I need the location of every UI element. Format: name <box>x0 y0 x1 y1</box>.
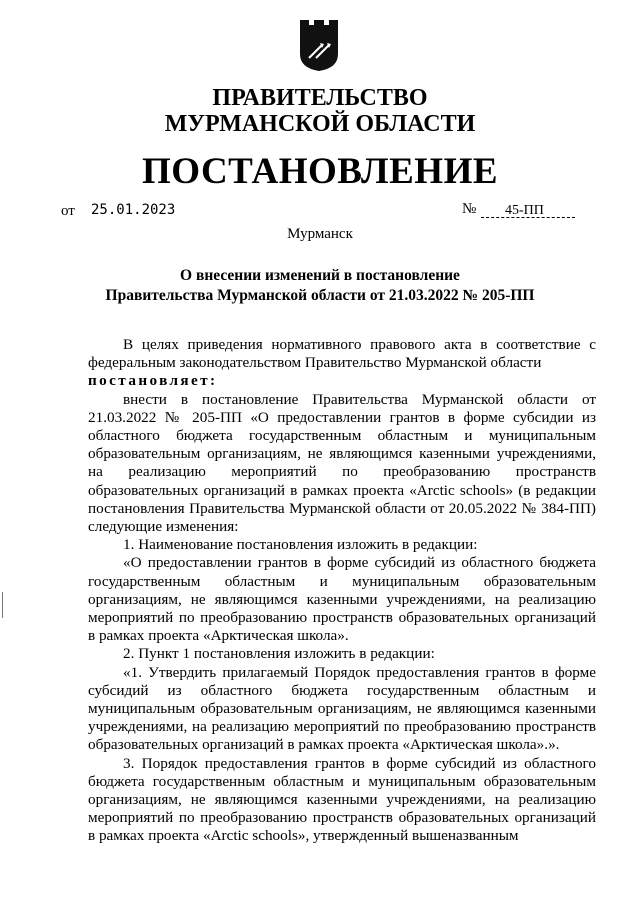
date-label: от <box>61 203 75 219</box>
body-intro: В целях приведения нормативного правового акта в соответствие с федеральным законодательством Правительство Мурманской области <box>88 336 596 372</box>
government-title <box>0 85 640 137</box>
document-type: ПОСТАНОВЛЕНИЕ <box>141 151 499 192</box>
government-title-line1: ПРАВИТЕЛЬСТВО <box>212 85 428 111</box>
document-body <box>88 336 596 846</box>
body-paragraph-5: «1. Утвердить прилагаемый Порядок предоставления грантов в форме субсидий из областного бюджета государственным областным и муниципальным образовательным организациям, не являющимся казенными учреждениями, на реализацию мероприятий по преобразованию пространств образовательных организаций в рамках проекта «Арктическая школа».». <box>88 663 596 754</box>
city: Мурманск <box>287 226 353 242</box>
body-paragraph-6: 3. Порядок предоставления грантов в форме субсидий из областного бюджета государственным областным и муниципальным образовательным организациям, не являющимся казенными учреждениями, на реализацию мероприятий по преобразованию пространств образовательных организаций в рамках проекта «Arctic schools», утвержденный вышеназванным <box>88 754 596 845</box>
document-number: 45-ПП <box>505 203 544 218</box>
document-date: 25.01.2023 <box>91 202 176 218</box>
document-subject <box>0 266 640 306</box>
body-paragraph-3: «О предоставлении грантов в форме субсидий из областного бюджета государственным областным и муниципальным образовательным организациям, не являющимся казенными учреждениями, на реализацию мероприятий по преобразованию пространств образовательных организаций в рамках проекта «Арктическая школа». <box>88 554 596 645</box>
number-label: № <box>462 201 477 217</box>
coat-of-arms-icon <box>296 14 342 72</box>
margin-mark <box>2 592 3 618</box>
subject-line2: Правительства Мурманской области от 21.03.2022 № 205-ПП <box>105 287 535 304</box>
subject-line1: О внесении изменений в постановление <box>180 267 460 284</box>
resolves-word: постановляет: <box>88 372 218 390</box>
body-paragraph-2: 1. Наименование постановления изложить в редакции: <box>123 536 478 554</box>
government-title-line2: МУРМАНСКОЙ ОБЛАСТИ <box>164 111 476 137</box>
body-paragraph-4: 2. Пункт 1 постановления изложить в редакции: <box>123 645 435 663</box>
body-paragraph-1: внести в постановление Правительства Мурманской области от 21.03.2022 № 205-ПП «О предоставлении грантов в форме субсидии из областного бюджета государственным областным и муниципальным образовательным организациям, не являющимся казенными учреждениями, на реализацию мероприятий по преобразованию пространств образовательных организаций в рамках проекта «Arctic schools» (в редакции постановления Правительства Мурманской области от 20.05.2022 № 384-ПП) следующие изменения: <box>88 390 596 536</box>
